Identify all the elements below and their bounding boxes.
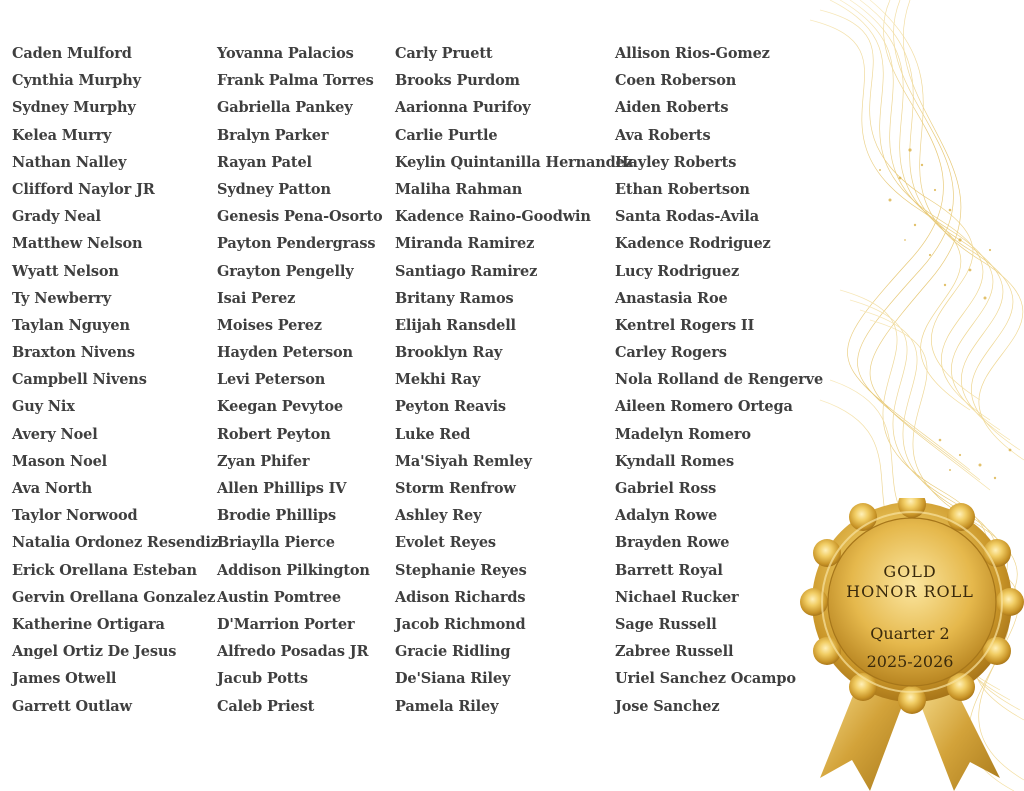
student-name: Brooks Purdom	[395, 72, 520, 90]
student-name: Bralyn Parker	[217, 126, 329, 144]
student-name: Aiden Roberts	[615, 99, 729, 117]
student-name: Nichael Rucker	[615, 588, 739, 606]
student-name: Elijah Ransdell	[395, 316, 516, 334]
student-name: Britany Ramos	[395, 289, 514, 307]
student-name: Genesis Pena-Osorto	[217, 208, 383, 226]
student-name: Hayley Roberts	[615, 153, 737, 171]
student-name: Maliha Rahman	[395, 180, 523, 198]
student-name: Sydney Patton	[217, 180, 331, 198]
student-name: Matthew Nelson	[12, 235, 143, 253]
student-name: Sydney Murphy	[12, 99, 136, 117]
student-name: Kelea Murry	[12, 126, 112, 144]
student-name: Moises Perez	[217, 316, 322, 334]
student-name: Brooklyn Ray	[395, 344, 503, 362]
student-name: Jacob Richmond	[395, 615, 526, 633]
student-name: Kadence Raino-Goodwin	[395, 208, 591, 226]
student-name: Sage Russell	[615, 615, 717, 633]
student-name: Ty Newberry	[12, 289, 112, 307]
student-name: Garrett Outlaw	[12, 697, 132, 715]
student-name: Keylin Quintanilla Hernandez	[395, 153, 633, 171]
student-name: Ethan Robertson	[615, 180, 750, 198]
student-name: Addison Pilkington	[217, 561, 370, 579]
student-name: Gabriella Pankey	[217, 99, 353, 117]
student-name: Erick Orellana Esteban	[12, 561, 197, 579]
student-name: Allison Rios-Gomez	[615, 45, 770, 62]
student-name: Mekhi Ray	[395, 371, 481, 389]
student-name: Hayden Peterson	[217, 344, 353, 362]
student-name: Kentrel Rogers II	[615, 316, 755, 334]
student-name: Adalyn Rowe	[615, 507, 718, 525]
student-name: Keegan Pevytoe	[217, 398, 343, 416]
names-column-1	[12, 44, 219, 724]
names-column-3	[395, 44, 633, 724]
student-name: Briaylla Pierce	[217, 534, 335, 552]
student-name: Coen Roberson	[615, 72, 737, 90]
student-name: Ashley Rey	[395, 507, 482, 525]
student-name: Kadence Rodriguez	[615, 235, 771, 253]
student-name: Robert Peyton	[217, 425, 331, 443]
student-name: Madelyn Romero	[615, 425, 751, 443]
student-name: Payton Pendergrass	[217, 235, 376, 253]
student-name: Peyton Reavis	[395, 398, 506, 416]
student-name: Carlie Purtle	[395, 126, 498, 144]
student-name: Gabriel Ross	[615, 480, 717, 497]
names-column-4	[615, 44, 823, 724]
student-name: Ava North	[12, 480, 92, 497]
student-name: Stephanie Reyes	[395, 561, 527, 579]
student-name: Grayton Pengelly	[217, 262, 354, 280]
student-name: Campbell Nivens	[12, 371, 147, 389]
student-name: Evolet Reyes	[395, 534, 496, 552]
student-name: Storm Renfrow	[395, 480, 516, 497]
student-name: Angel Ortiz De Jesus	[12, 643, 177, 661]
student-name: Pamela Riley	[395, 697, 499, 715]
student-name: Nathan Nalley	[12, 153, 127, 171]
student-name: Clifford Naylor JR	[12, 180, 155, 198]
student-name: Brodie Phillips	[217, 507, 337, 525]
student-name: Katherine Ortigara	[12, 615, 165, 633]
student-name: Miranda Ramirez	[395, 235, 535, 253]
student-name: Ma'Siyah Remley	[395, 452, 532, 470]
student-name: Nola Rolland de Rengerve	[615, 371, 824, 389]
student-name: Grady Neal	[12, 208, 101, 226]
student-name: Anastasia Roe	[615, 289, 728, 307]
student-name: Aileen Romero Ortega	[615, 398, 793, 416]
student-name: Isai Perez	[217, 289, 296, 307]
student-name: Santiago Ramirez	[395, 262, 538, 280]
student-name: Zabree Russell	[615, 643, 734, 661]
student-name: Santa Rodas-Avila	[615, 208, 759, 226]
student-name: Allen Phillips IV	[217, 480, 347, 497]
student-name: De'Siana Riley	[395, 670, 511, 688]
student-name: Wyatt Nelson	[12, 262, 119, 280]
student-name: Braxton Nivens	[12, 344, 135, 362]
student-name: Lucy Rodriguez	[615, 262, 740, 280]
seal-title	[818, 562, 1002, 602]
student-name: Alfredo Posadas JR	[217, 643, 369, 661]
student-name: Ava Roberts	[615, 126, 711, 144]
student-name: Adison Richards	[395, 588, 526, 606]
student-name: Kyndall Romes	[615, 452, 735, 470]
seal-title-line-1: GOLD	[883, 562, 937, 581]
student-name: Yovanna Palacios	[217, 45, 354, 62]
gold-medal-seal-icon	[800, 498, 1024, 791]
student-name: Brayden Rowe	[615, 534, 730, 552]
student-name: Gracie Ridling	[395, 643, 511, 661]
student-name: D'Marrion Porter	[217, 615, 355, 633]
student-name: Carley Rogers	[615, 344, 727, 362]
student-name: Jacub Potts	[217, 670, 308, 688]
student-name: Avery Noel	[12, 425, 98, 443]
student-name: Taylan Nguyen	[12, 316, 130, 334]
names-column-2	[217, 44, 383, 724]
student-name: Caleb Priest	[217, 697, 315, 715]
student-name: Mason Noel	[12, 452, 108, 470]
seal-title-line-2: HONOR ROLL	[846, 582, 974, 601]
seal-years: 2025-2026	[866, 652, 954, 671]
seal-quarter: Quarter 2	[870, 624, 950, 643]
student-name: Uriel Sanchez Ocampo	[615, 670, 796, 688]
student-name: Gervin Orellana Gonzalez	[12, 588, 216, 606]
student-name: Jose Sanchez	[615, 697, 720, 715]
student-name: Natalia Ordonez Resendiz	[12, 534, 219, 552]
student-name: James Otwell	[12, 670, 117, 688]
student-name: Luke Red	[395, 425, 471, 443]
student-name: Rayan Patel	[217, 153, 312, 171]
student-name: Barrett Royal	[615, 561, 723, 579]
student-name: Zyan Phifer	[217, 452, 310, 470]
student-name: Cynthia Murphy	[12, 72, 141, 90]
student-name: Austin Pomtree	[217, 588, 341, 606]
student-name: Taylor Norwood	[12, 507, 138, 525]
student-name: Carly Pruett	[395, 45, 493, 62]
honor-roll-names	[12, 44, 824, 724]
student-name: Guy Nix	[12, 398, 75, 416]
student-name: Frank Palma Torres	[217, 72, 374, 90]
student-name: Aarionna Purifoy	[395, 99, 531, 117]
student-name: Caden Mulford	[12, 45, 132, 62]
student-name: Levi Peterson	[217, 371, 326, 389]
